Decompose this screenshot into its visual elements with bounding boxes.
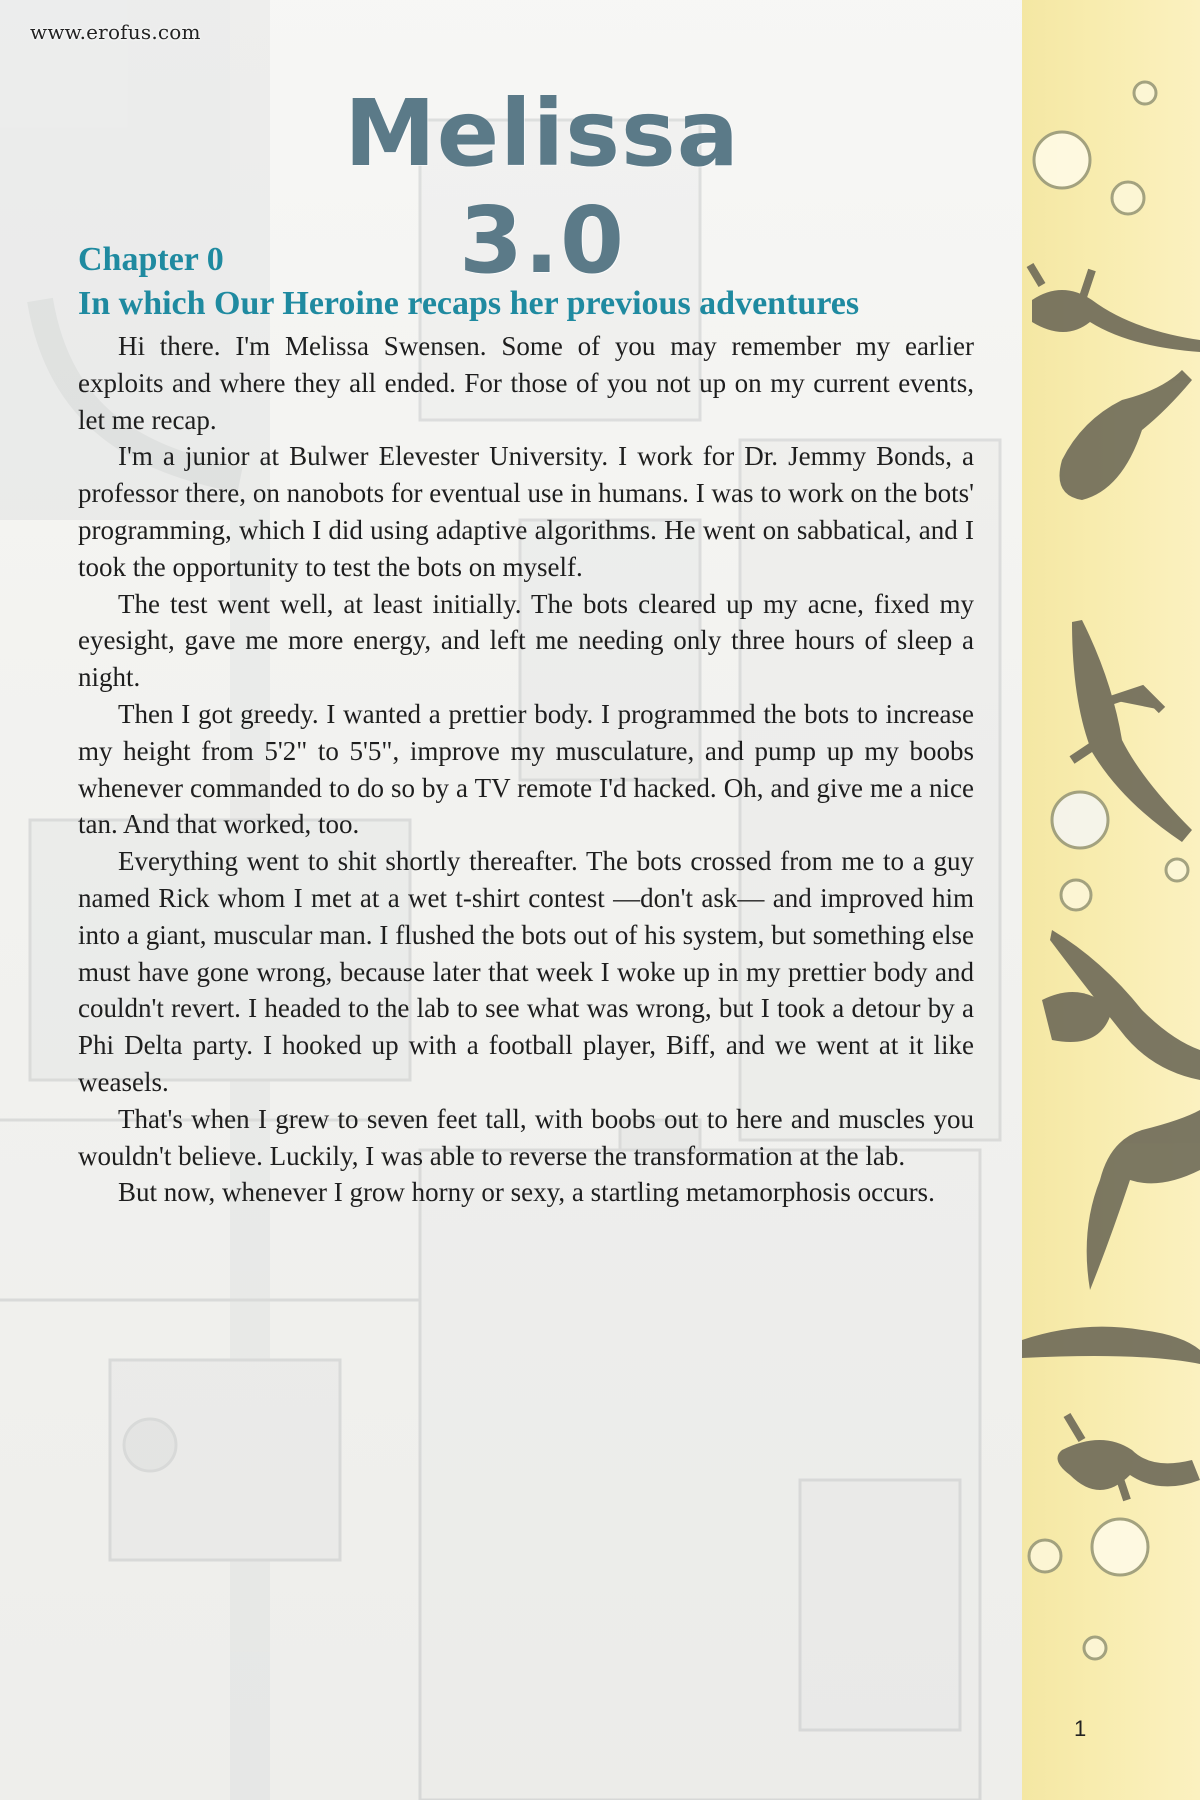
paragraph: That's when I grew to seven feet tall, with boobs out to here and muscles you wouldn't believe. Luckily, I was able to reverse the transformation at the lab. xyxy=(78,1103,974,1171)
chapter-body xyxy=(78,328,974,1211)
paragraph: Then I got greedy. I wanted a prettier body. I programmed the bots to increase my height from 5'2" to 5'5", improve my musculature, and pump up my boobs whenever commanded to do so by a TV remote I'd hacked. Oh, and give me a nice tan. And that worked, too. xyxy=(78,698,974,840)
paragraph: Hi there. I'm Melissa Swensen. Some of you may remember my earlier exploits and where they all ended. For those of you not up on my current events, let me recap. xyxy=(78,331,974,435)
paragraph: Everything went to shit shortly thereafter. The bots crossed from me to a guy named Rick whom I met at a wet t-shirt contest —don't ask— and improved him into a giant, muscular man. I flushed the bots out of his system, but something else must have gone wrong, because later that week I woke up in my prettier body and couldn't revert. I headed to the lab to see what was wrong, but I took a detour by a Phi Delta party. I hooked up with a football player, Biff, and we went at it like weasels. xyxy=(78,846,974,1097)
page-number: 1 xyxy=(1074,1716,1087,1741)
paragraph: I'm a junior at Bulwer Elevester University. I work for Dr. Jemmy Bonds, a professor there, on nanobots for eventual use in humans. I was to work on the bots' programming, which I did using adaptive algorithms. He went on sabbatical, and I took the opportunity to test the bots on myself. xyxy=(78,441,974,582)
paragraph: But now, whenever I grow horny or sexy, a startling metamorphosis occurs. xyxy=(118,1177,935,1208)
site-watermark: www.erofus.com xyxy=(30,20,201,44)
decorative-side-strip xyxy=(1022,0,1200,1800)
chapter-label: Chapter 0 xyxy=(78,241,224,278)
chapter-heading xyxy=(78,238,978,326)
chapter-subtitle: In which Our Heroine recaps her previous adventures xyxy=(78,285,860,322)
book-title: Melissa 3.0 xyxy=(344,80,740,294)
paragraph: The test went well, at least initially. The bots cleared up my acne, fixed my eyesight, gave me more energy, and left me needing only three hours of sleep a night. xyxy=(78,588,974,693)
